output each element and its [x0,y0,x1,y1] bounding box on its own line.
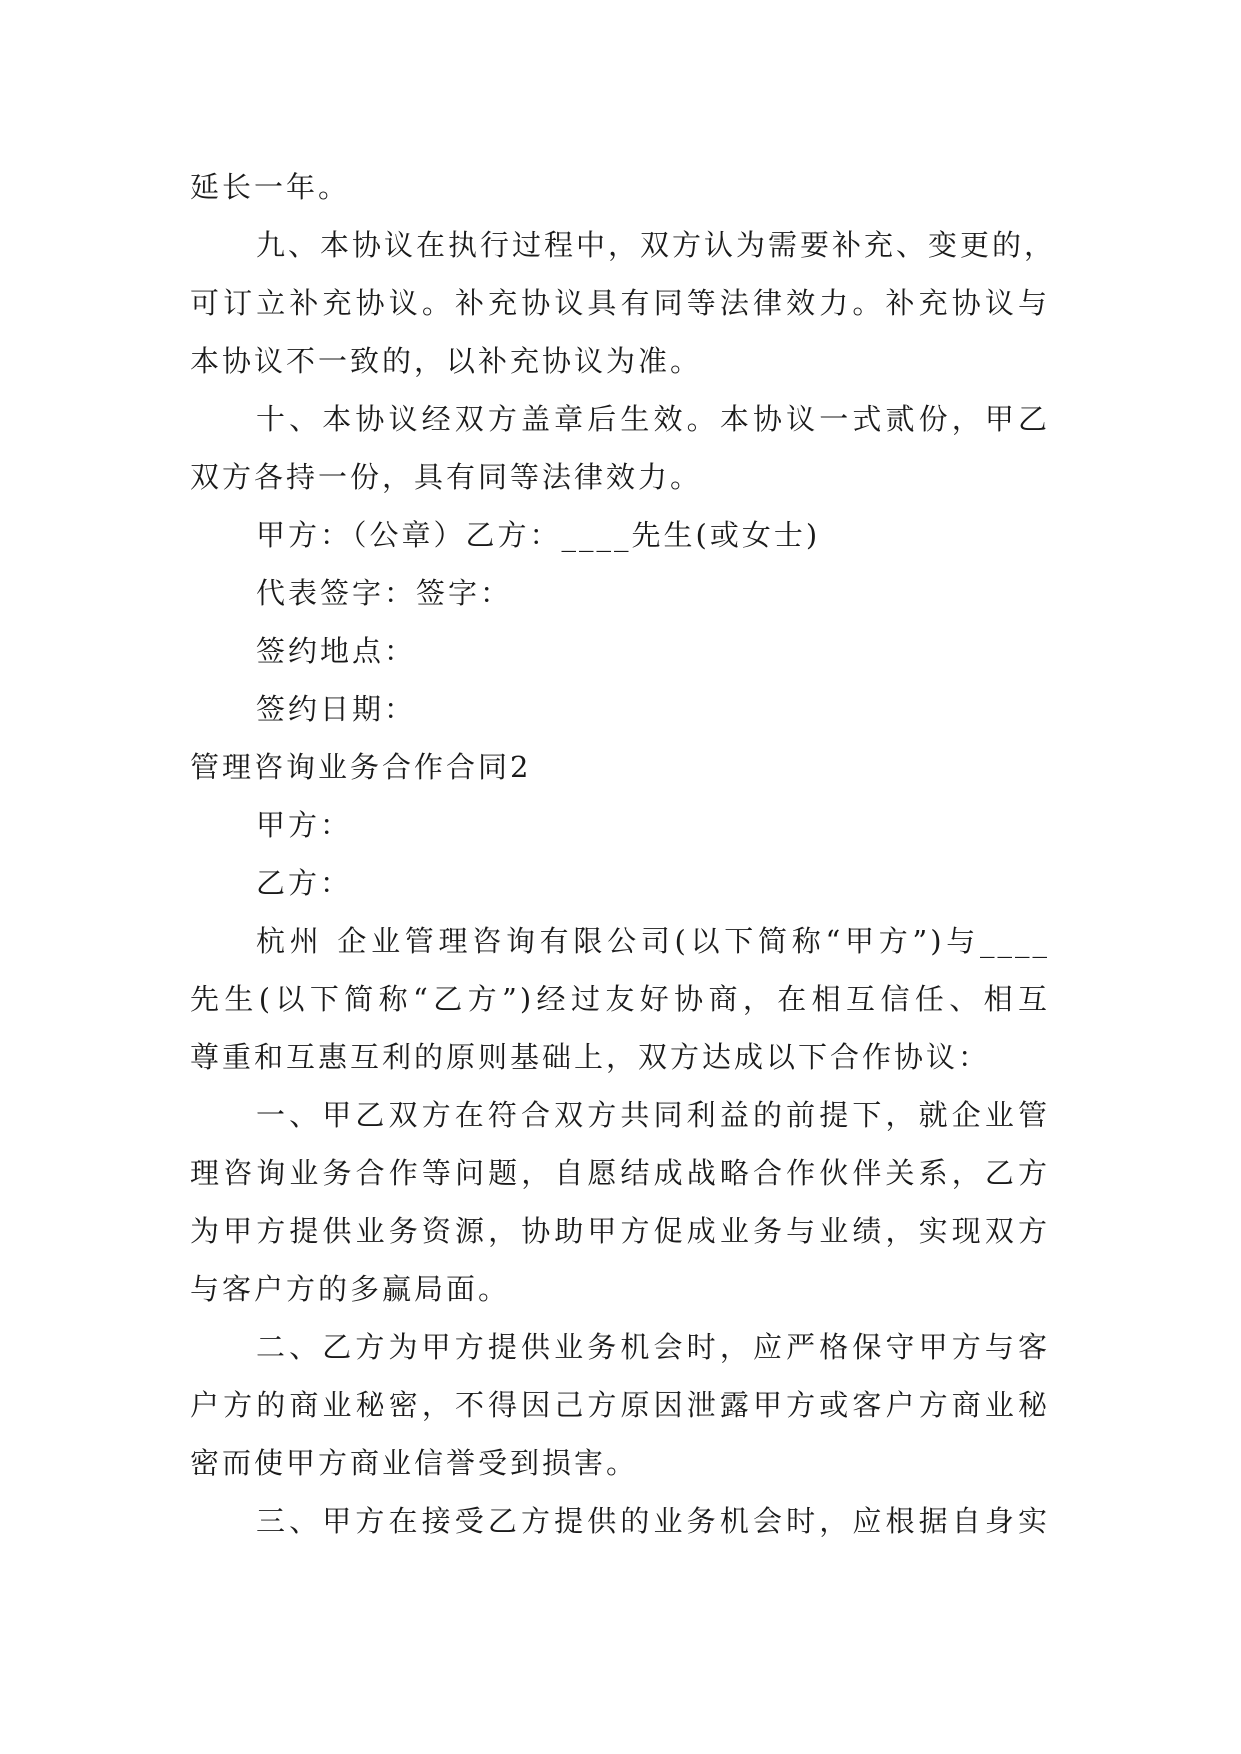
document-page [190,158,1057,1550]
document-line: 管理咨询业务合作合同2 [190,750,532,784]
document-line: 延长一年。 [190,170,351,204]
document-line: 双方各持一份，具有同等法律效力。 [190,460,703,494]
document-line: 理咨询业务合作等问题，自愿结成战略合作伙伴关系，乙方 [190,1156,1050,1190]
document-line: 可订立补充协议。补充协议具有同等法律效力。补充协议与 [190,286,1050,320]
document-line: 一、甲乙双方在符合双方共同利益的前提下，就企业管 [256,1098,1050,1132]
document-line: 尊重和互惠互利的原则基础上，双方达成以下合作协议： [190,1040,991,1074]
document-line: 与客户方的多赢局面。 [190,1272,511,1306]
document-line: 杭州 企业管理咨询有限公司(以下简称“甲方”)与____ [256,924,1050,958]
document-line: 甲方： [256,808,353,842]
document-line: 为甲方提供业务资源，协助甲方促成业务与业绩，实现双方 [190,1214,1050,1248]
document-line: 九、本协议在执行过程中，双方认为需要补充、变更的， [256,228,1057,262]
document-line: 甲方：（公章）乙方：____先生(或女士) [256,518,821,552]
document-line: 户方的商业秘密，不得因己方原因泄露甲方或客户方商业秘 [190,1388,1050,1422]
document-line: 三、甲方在接受乙方提供的业务机会时，应根据自身实 [256,1504,1050,1538]
document-line: 本协议不一致的，以补充协议为准。 [190,344,703,378]
document-line: 十、本协议经双方盖章后生效。本协议一式贰份，甲乙 [256,402,1050,436]
document-line: 二、乙方为甲方提供业务机会时，应严格保守甲方与客 [256,1330,1050,1364]
document-line: 先生(以下简称“乙方”)经过友好协商，在相互信任、相互 [190,982,1050,1016]
document-line: 签约地点： [256,634,417,668]
document-line: 乙方： [256,866,353,900]
document-line: 密而使甲方商业信誉受到损害。 [190,1446,639,1480]
document-line: 签约日期： [256,692,417,726]
document-line: 代表签字：签字： [256,576,513,610]
